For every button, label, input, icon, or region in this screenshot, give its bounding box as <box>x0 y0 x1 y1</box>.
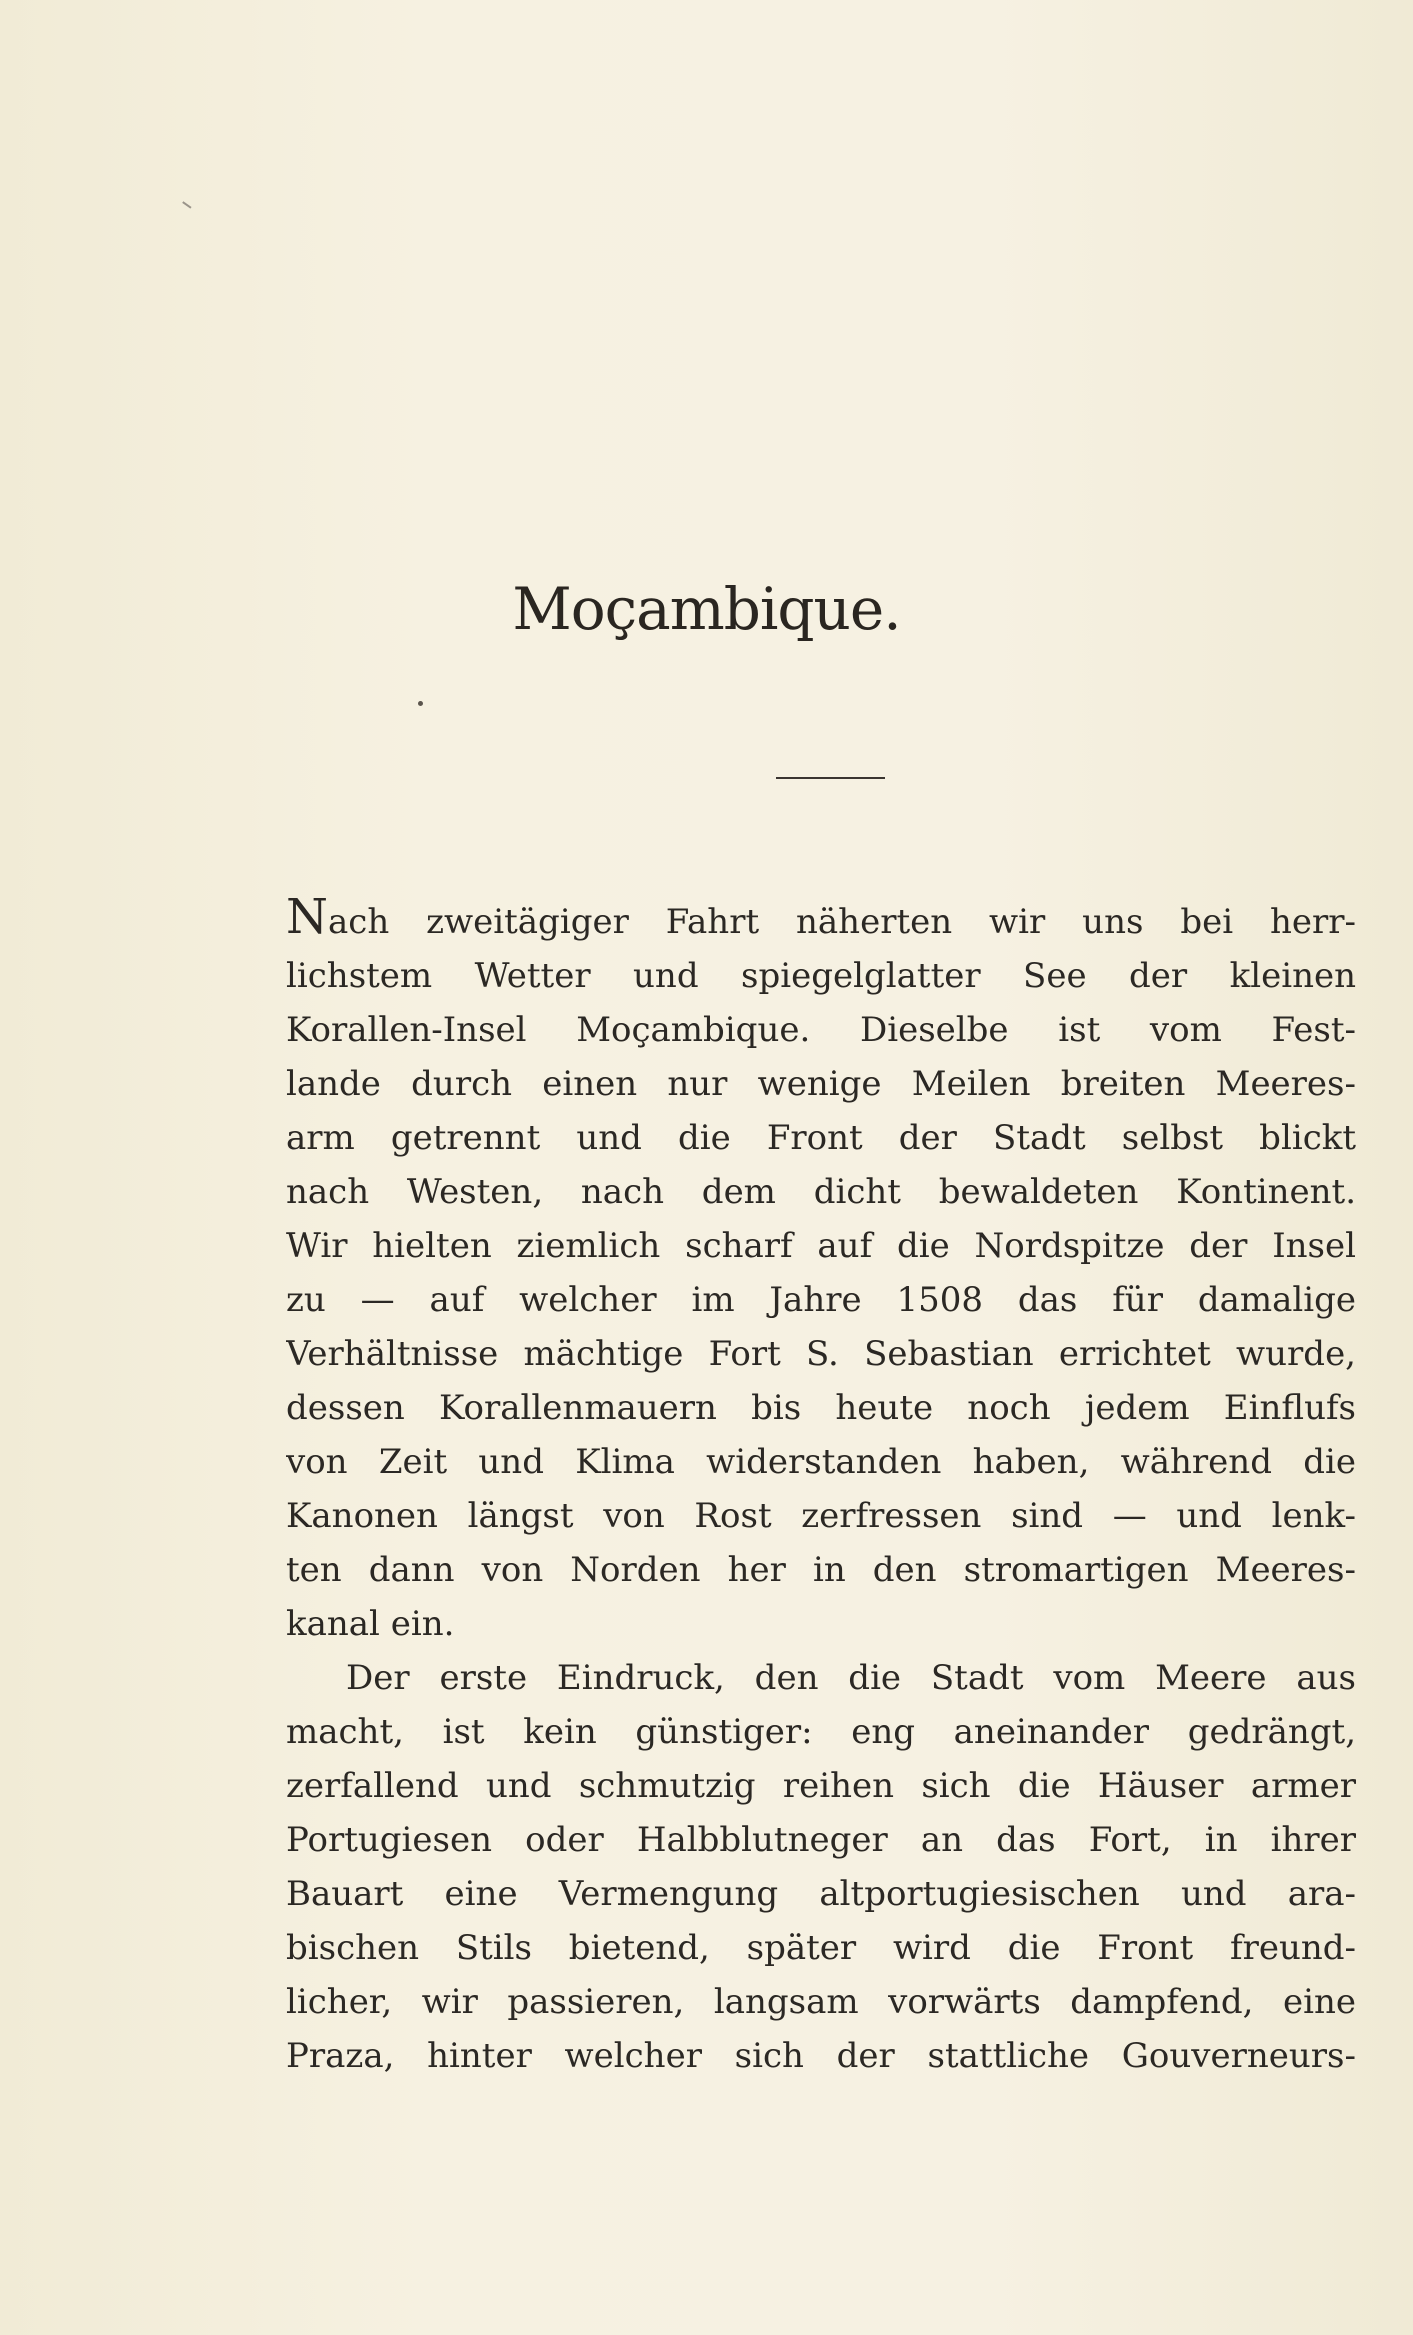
text-line: Portugiesen oder Halbblutneger an das Fort, in ihrer <box>286 1820 1356 1860</box>
text-line: licher, wir passieren, langsam vorwärts dampfend, eine <box>286 1982 1356 2022</box>
text-line: macht, ist kein günstiger: eng aneinander gedrängt, <box>286 1712 1356 1752</box>
text-line: Bauart eine Vermengung altportugiesischen und ara- <box>286 1874 1356 1914</box>
title-rule <box>776 777 885 779</box>
text-line: Verhältnisse mächtige Fort S. Sebastian errichtet wurde, <box>286 1334 1356 1374</box>
text-line: zerfallend und schmutzig reihen sich die Häuser armer <box>286 1766 1356 1806</box>
text-line: lande durch einen nur wenige Meilen breiten Meeres- <box>286 1064 1356 1104</box>
text-line: von Zeit und Klima widerstanden haben, während die <box>286 1442 1356 1482</box>
text-line: kanal ein. <box>286 1604 455 1644</box>
drop-cap: N <box>286 895 328 945</box>
title-dot <box>418 701 423 706</box>
text-line: Der erste Eindruck, den die Stadt vom Meere aus <box>346 1658 1356 1698</box>
text-line: Kanonen längst von Rost zerfressen sind — und lenk- <box>286 1496 1356 1536</box>
text-line: lichstem Wetter und spiegelglatter See der kleinen <box>286 956 1356 996</box>
text-line: ten dann von Norden her in den stromartigen Meeres- <box>286 1550 1356 1590</box>
text-line: Wir hielten ziemlich scharf auf die Nordspitze der Insel <box>286 1226 1356 1266</box>
text-line: arm getrennt und die Front der Stadt selbst blickt <box>286 1118 1356 1158</box>
chapter-title: Moçambique. <box>512 575 901 643</box>
text-line: nach Westen, nach dem dicht bewaldeten Kontinent. <box>286 1172 1356 1212</box>
text-line: zu — auf welcher im Jahre 1508 das für damalige <box>286 1280 1356 1320</box>
text-line: Praza, hinter welcher sich der stattliche Gouverneurs- <box>286 2036 1356 2076</box>
text-line: bischen Stils bietend, später wird die Front freund- <box>286 1928 1356 1968</box>
text-line: Korallen-Insel Moçambique. Dieselbe ist vom Fest- <box>286 1010 1356 1050</box>
stray-mark <box>182 201 191 208</box>
body-text <box>286 895 1356 2083</box>
text-line: Nach zweitägiger Fahrt näherten wir uns bei herr- <box>286 895 1356 949</box>
text-line: dessen Korallenmauern bis heute noch jedem Einflufs <box>286 1388 1356 1428</box>
